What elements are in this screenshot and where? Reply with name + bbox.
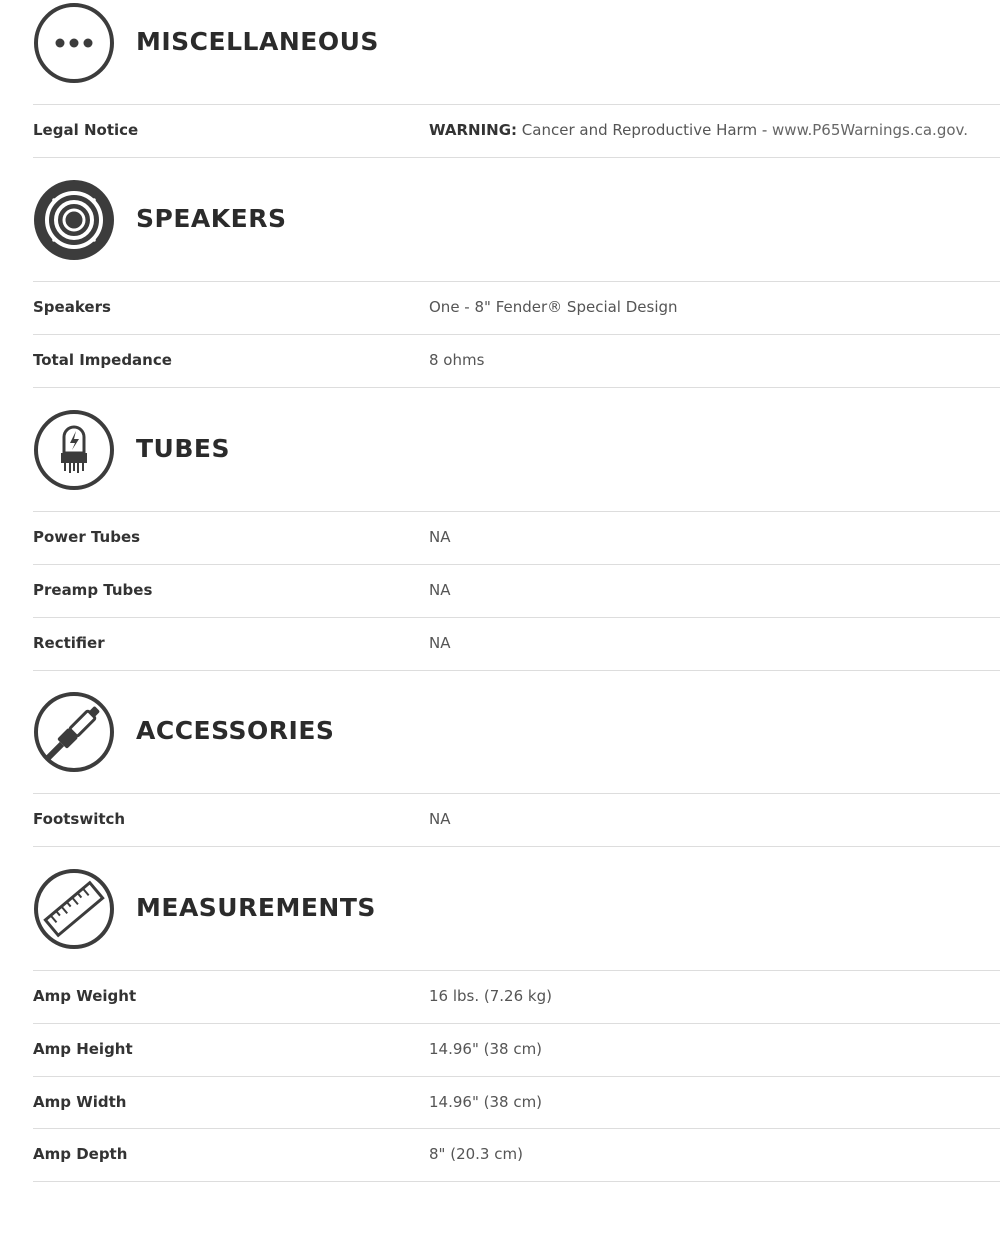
spec-value: One - 8" Fender® Special Design (429, 298, 678, 316)
section-title: TUBES (136, 434, 230, 463)
warning-text: Cancer and Reproductive Harm - (517, 121, 773, 139)
spec-row-preamp-tubes (33, 564, 1000, 617)
spec-value: NA (429, 634, 451, 652)
section-header-accessories (0, 689, 1000, 793)
spec-value: 14.96" (38 cm) (429, 1093, 543, 1111)
spec-label: Rectifier (33, 634, 105, 652)
section-header-miscellaneous (0, 0, 1000, 104)
spec-label: Total Impedance (33, 351, 172, 369)
spec-label: Footswitch (33, 810, 126, 828)
spec-value (429, 121, 968, 139)
spec-value: NA (429, 528, 451, 546)
spec-label: Amp Height (33, 1040, 133, 1058)
warning-link[interactable]: www.P65Warnings.ca.gov. (772, 121, 968, 139)
more-dots-icon (33, 2, 115, 84)
spec-label: Preamp Tubes (33, 581, 153, 599)
spec-row-power-tubes (33, 511, 1000, 564)
spec-label: Legal Notice (33, 121, 139, 139)
spec-value: 8 ohms (429, 351, 485, 369)
spec-row-amp-height (33, 1023, 1000, 1076)
spec-value: 8" (20.3 cm) (429, 1145, 523, 1163)
spec-label: Amp Weight (33, 987, 137, 1005)
section-header-tubes (0, 407, 1000, 511)
vacuum-tube-icon (33, 409, 115, 491)
section-header-measurements (0, 866, 1000, 970)
spec-value: NA (429, 581, 451, 599)
section-title: ACCESSORIES (136, 716, 335, 745)
spec-value: 16 lbs. (7.26 kg) (429, 987, 552, 1005)
section-title: MISCELLANEOUS (136, 27, 379, 56)
speaker-icon (33, 179, 115, 261)
spec-row-amp-weight (33, 970, 1000, 1023)
section-title: SPEAKERS (136, 204, 287, 233)
spec-label: Power Tubes (33, 528, 141, 546)
ruler-icon (33, 868, 115, 950)
spec-row-legal-notice (33, 104, 1000, 158)
spec-label: Speakers (33, 298, 111, 316)
guitar-cable-icon (33, 691, 115, 773)
spec-row-total-impedance (33, 334, 1000, 388)
spec-row-amp-width (33, 1076, 1000, 1129)
spec-value: 14.96" (38 cm) (429, 1040, 543, 1058)
spec-row-rectifier (33, 617, 1000, 671)
spec-row-amp-depth (33, 1128, 1000, 1182)
spec-label: Amp Width (33, 1093, 127, 1111)
spec-label: Amp Depth (33, 1145, 128, 1163)
section-title: MEASUREMENTS (136, 893, 376, 922)
spec-row-speakers (33, 281, 1000, 334)
section-header-speakers (0, 177, 1000, 281)
warning-label: WARNING: (429, 121, 518, 139)
spec-row-footswitch (33, 793, 1000, 847)
spec-value: NA (429, 810, 451, 828)
